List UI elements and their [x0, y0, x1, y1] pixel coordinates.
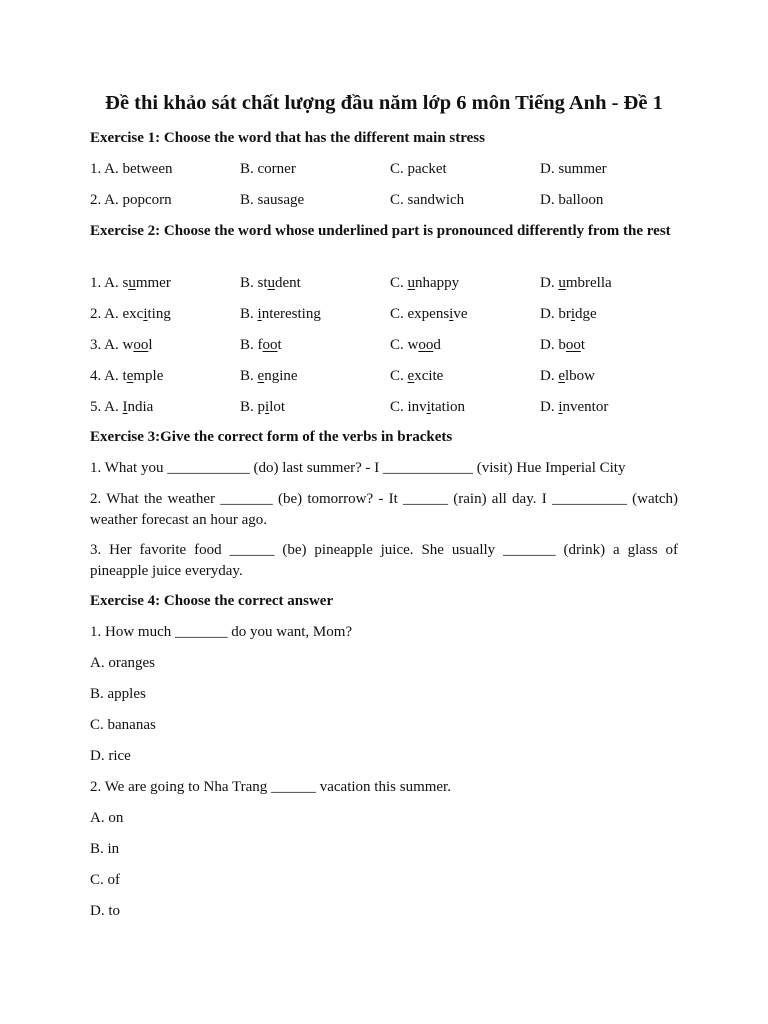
- word-suffix: t: [580, 337, 586, 353]
- word-suffix: t: [277, 337, 282, 353]
- option-b: B. sausage: [240, 192, 305, 208]
- q1-option-c: C. bananas: [90, 717, 156, 733]
- word-suffix: dge: [575, 306, 597, 322]
- word-suffix: ngine: [264, 368, 298, 384]
- underlined-part: i: [257, 306, 262, 322]
- underlined-part: oo: [133, 337, 149, 353]
- exercise-3-item-1: 1. What you ___________ (do) last summer? - I ____________ (visit) Hue Imperial City: [90, 460, 626, 476]
- underlined-part: e: [407, 368, 415, 384]
- word-prefix: B. st: [240, 275, 268, 291]
- underlined-part: e: [558, 368, 566, 384]
- option-b: [240, 273, 301, 294]
- underlined-part: u: [128, 275, 136, 291]
- word-suffix: mbrella: [565, 275, 612, 291]
- word-prefix: C.: [390, 368, 408, 384]
- option-b: [240, 397, 285, 418]
- underlined-part: i: [426, 399, 431, 415]
- option-d: [540, 335, 585, 356]
- underlined-part: i: [558, 399, 563, 415]
- q2-option-c: C. of: [90, 872, 120, 888]
- word-suffix: ndia: [127, 399, 154, 415]
- option-b: [240, 335, 282, 356]
- option-c: [390, 335, 441, 356]
- option-c: [390, 397, 465, 418]
- word-prefix: C. inv: [390, 399, 427, 415]
- option-b: [240, 366, 298, 387]
- option-a: [90, 273, 171, 294]
- q1-option-a: A. oranges: [90, 655, 155, 671]
- word-suffix: nventor: [562, 399, 609, 415]
- word-prefix: B. f: [240, 337, 263, 353]
- word-prefix: 1. A. s: [90, 275, 129, 291]
- underlined-part: i: [449, 306, 454, 322]
- exercise-4-heading: Exercise 4: Choose the correct answer: [90, 593, 334, 609]
- word-prefix: D. b: [540, 337, 566, 353]
- word-suffix: l: [148, 337, 153, 353]
- option-a: [90, 366, 163, 387]
- option-b: B. corner: [240, 161, 296, 177]
- underlined-part: i: [143, 306, 148, 322]
- exercise-1-heading: Exercise 1: Choose the word that has the different main stress: [90, 130, 485, 146]
- word-suffix: ve: [453, 306, 468, 322]
- option-c: [390, 366, 443, 387]
- option-a: [90, 397, 153, 418]
- underlined-part: u: [558, 275, 566, 291]
- word-prefix: B.: [240, 368, 258, 384]
- word-prefix: C.: [390, 275, 408, 291]
- word-prefix: D.: [540, 368, 559, 384]
- underlined-part: I: [122, 399, 128, 415]
- word-prefix: 4. A. t: [90, 368, 127, 384]
- word-suffix: dent: [275, 275, 301, 291]
- underlined-part: oo: [418, 337, 434, 353]
- option-c: [390, 304, 468, 325]
- underlined-part: i: [570, 306, 575, 322]
- option-a: [90, 304, 171, 325]
- underlined-part: oo: [262, 337, 278, 353]
- word-prefix: 2. A. exc: [90, 306, 144, 322]
- option-d: [540, 304, 597, 325]
- option-a: 1. A. between: [90, 161, 173, 177]
- exercise-4-question-1: 1. How much _______ do you want, Mom?: [90, 624, 353, 640]
- exercise-3-heading: Exercise 3:Give the correct form of the verbs in brackets: [90, 429, 453, 445]
- word-suffix: mple: [133, 368, 164, 384]
- word-prefix: 3. A. w: [90, 337, 134, 353]
- option-c: [390, 273, 459, 294]
- word-suffix: nhappy: [415, 275, 460, 291]
- q1-option-d: D. rice: [90, 748, 131, 764]
- option-d: [540, 273, 612, 294]
- word-prefix: C. expens: [390, 306, 450, 322]
- q2-option-d: D. to: [90, 903, 120, 919]
- underlined-part: e: [257, 368, 265, 384]
- word-suffix: nteresting: [261, 306, 321, 322]
- option-a: 2. A. popcorn: [90, 192, 172, 208]
- option-d: [540, 397, 608, 418]
- exercise-2-heading: Exercise 2: Choose the word whose underlined part is pronounced differently from the rest: [90, 223, 671, 239]
- word-suffix: mmer: [135, 275, 171, 291]
- option-a: [90, 335, 153, 356]
- word-suffix: d: [433, 337, 441, 353]
- word-suffix: tation: [430, 399, 466, 415]
- word-prefix: C. w: [390, 337, 419, 353]
- q1-option-b: B. apples: [90, 686, 146, 702]
- word-suffix: lbow: [565, 368, 596, 384]
- exercise-3-item-3: 3. Her favorite food ______ (be) pineapple juice. She usually _______ (drink) a glass of pineapple juice everyday.: [90, 542, 678, 579]
- q2-option-b: B. in: [90, 841, 120, 857]
- option-d: D. balloon: [540, 192, 604, 208]
- option-d: [540, 366, 595, 387]
- word-prefix: D.: [540, 399, 559, 415]
- underlined-part: u: [267, 275, 276, 291]
- word-suffix: ting: [147, 306, 171, 322]
- option-b: [240, 304, 321, 325]
- underlined-part: e: [126, 368, 134, 384]
- option-d: D. summer: [540, 161, 607, 177]
- word-suffix: lot: [269, 399, 286, 415]
- word-prefix: B. p: [240, 399, 266, 415]
- word-suffix: xcite: [414, 368, 444, 384]
- q2-option-a: A. on: [90, 810, 124, 826]
- word-prefix: 5. A.: [90, 399, 123, 415]
- word-prefix: D.: [540, 275, 559, 291]
- underlined-part: i: [265, 399, 270, 415]
- exercise-4-question-2: 2. We are going to Nha Trang ______ vacation this summer.: [90, 779, 451, 795]
- word-prefix: D. br: [540, 306, 571, 322]
- document-title: Đề thi khảo sát chất lượng đầu năm lớp 6 môn Tiếng Anh - Đề 1: [105, 92, 663, 114]
- underlined-part: oo: [565, 337, 581, 353]
- exercise-3-item-2: 2. What the weather _______ (be) tomorrow? - It ______ (rain) all day. I __________ (watch) weather forecast an hour ago.: [90, 491, 678, 528]
- underlined-part: u: [407, 275, 416, 291]
- option-c: C. packet: [390, 161, 447, 177]
- option-c: C. sandwich: [390, 192, 465, 208]
- word-prefix: B.: [240, 306, 258, 322]
